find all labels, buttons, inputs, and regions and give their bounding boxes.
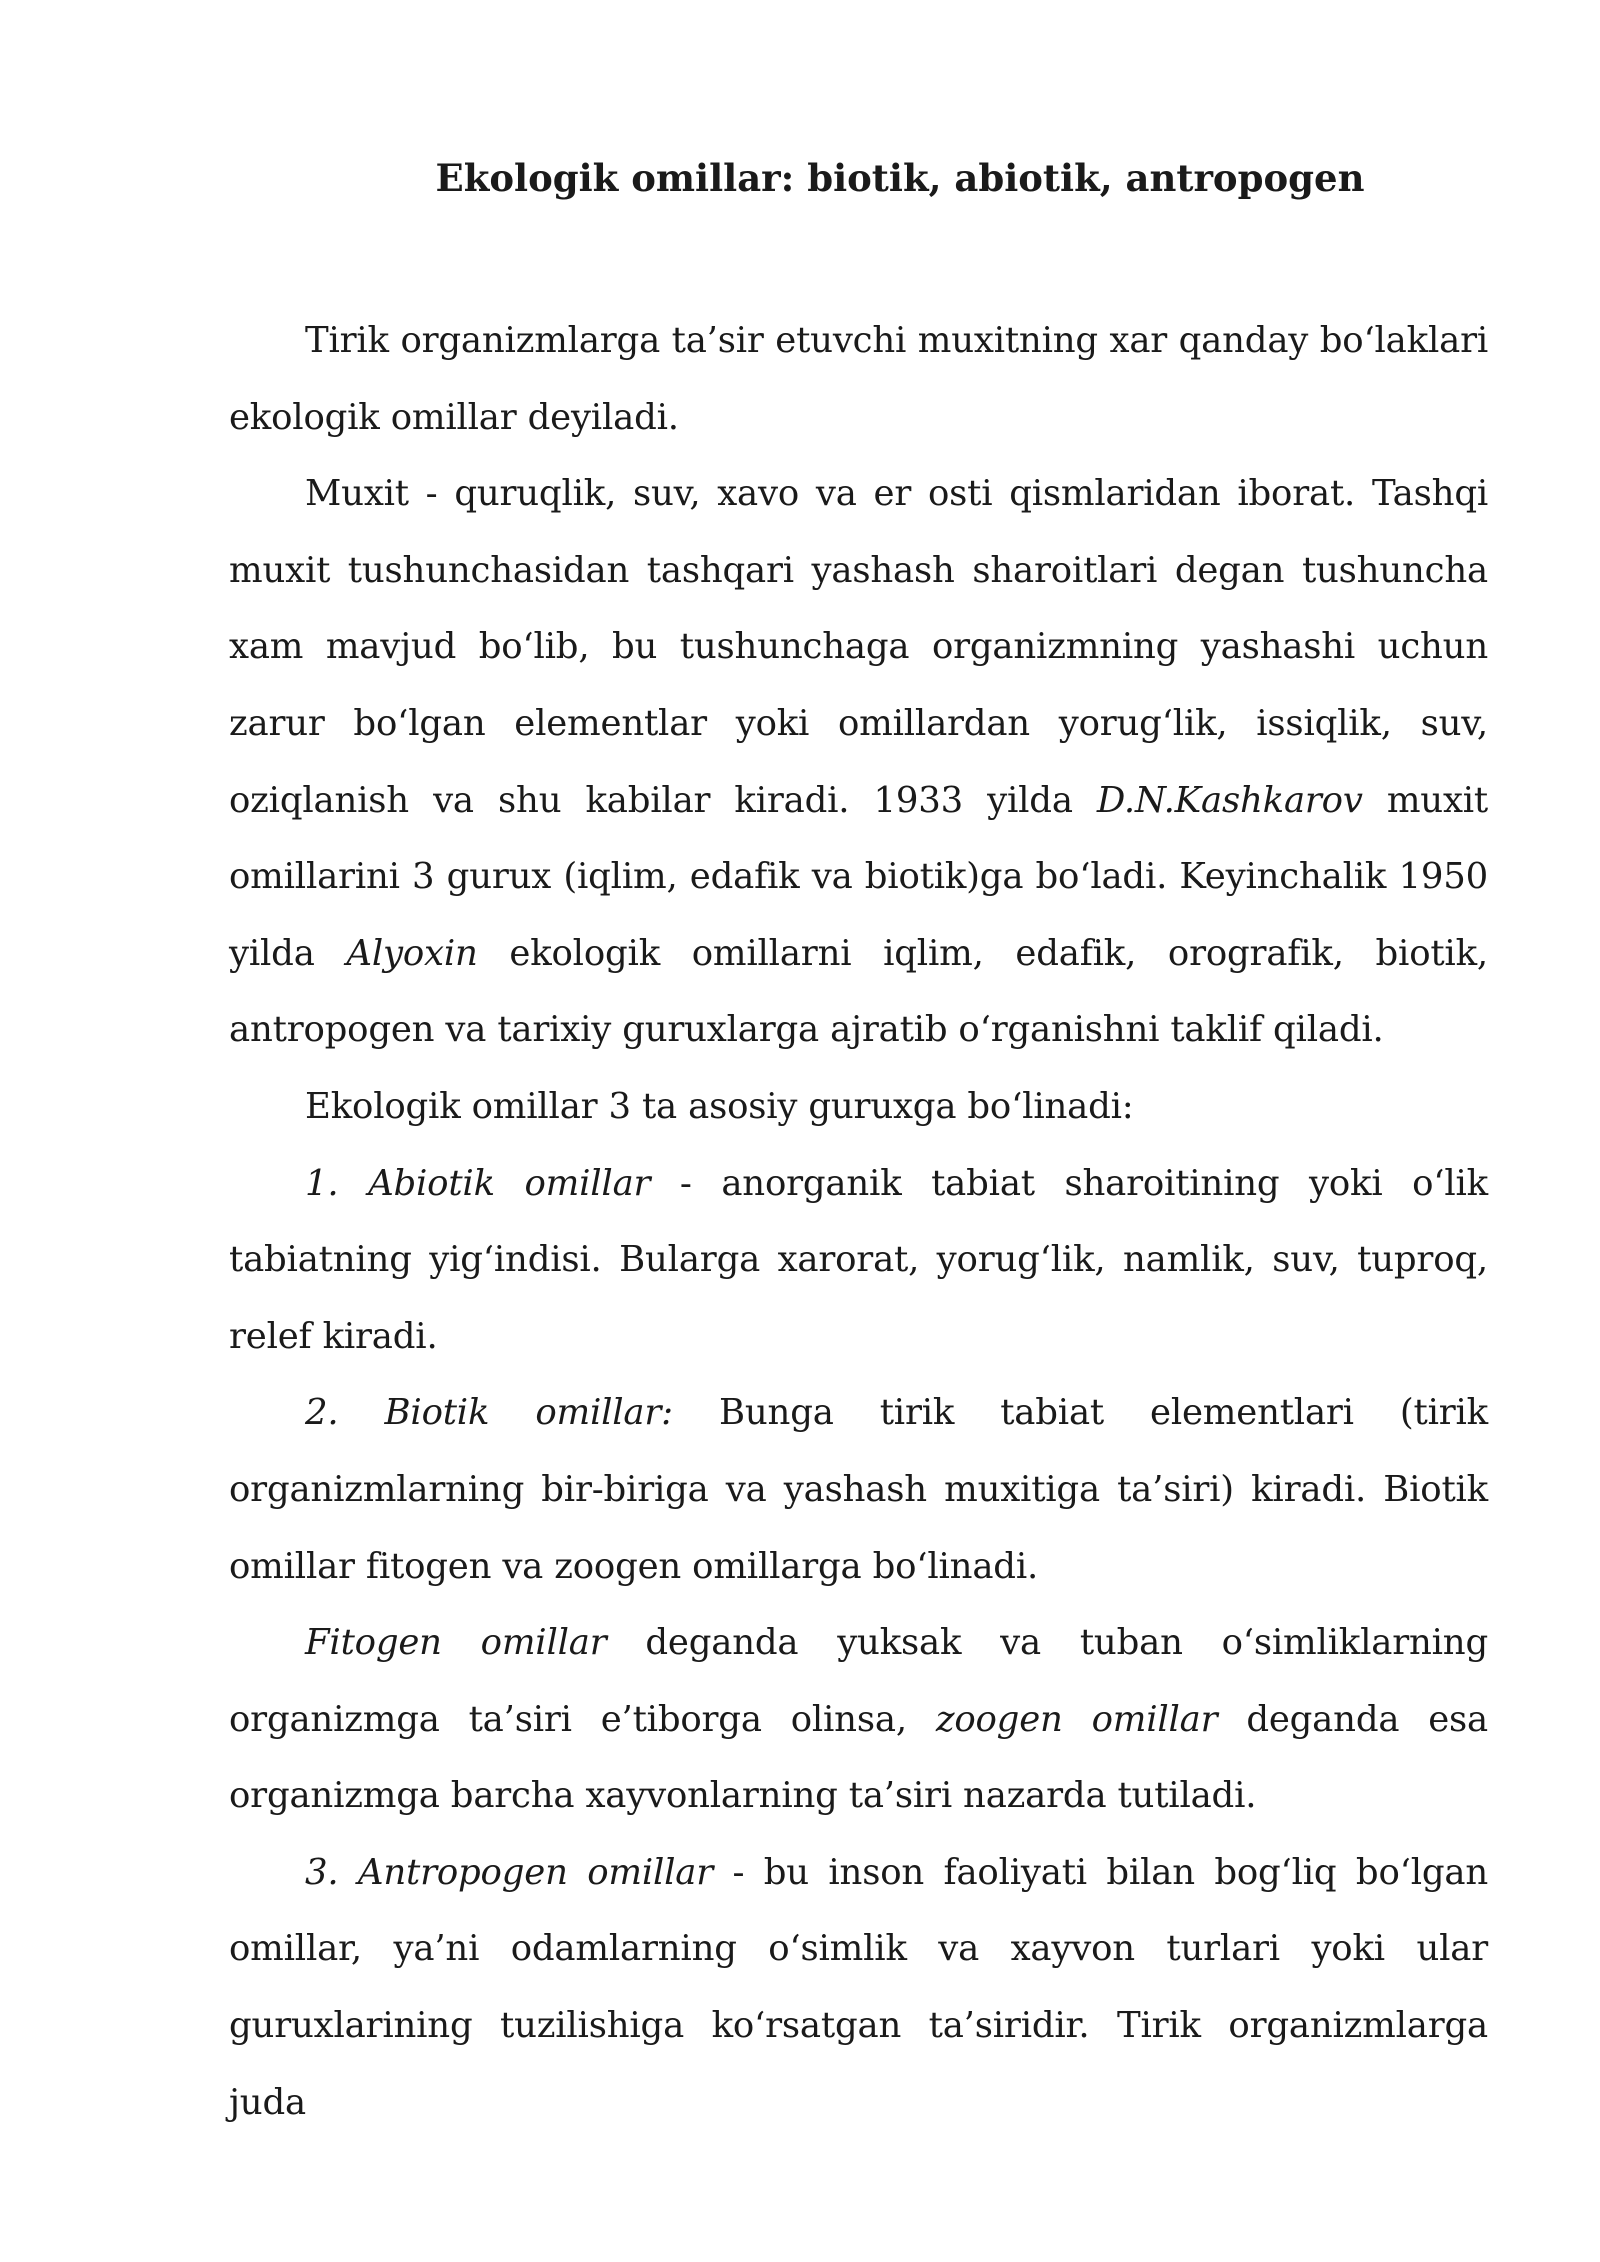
author-name-alyoxin: Alyoxin (346, 932, 478, 974)
paragraph-biotic (229, 1375, 1488, 1605)
author-name-kashkarov: D.N.Kashkarov (1096, 779, 1363, 821)
term-anthropogenic: 3. Antropogen omillar (305, 1851, 714, 1893)
paragraph-groups-intro (229, 1069, 1488, 1146)
paragraph-fitogen-zoogen (229, 1605, 1488, 1835)
term-biotic: 2. Biotik omillar: (305, 1392, 673, 1434)
term-fitogen: Fitogen omillar (305, 1622, 607, 1664)
term-abiotic: 1. Abiotik omillar (305, 1162, 651, 1204)
paragraph-text: - bu inson faoliyati bilan bog‘liq bo‘lgan omillar, ya’ni odamlarning o‘simlik va xayvon turlari yoki ular guruxlarining tuzilishiga ko‘rsatgan ta’siridir. Tirik organizmlarga juda (229, 1851, 1489, 2123)
term-zoogen: zoogen omillar (935, 1698, 1218, 1740)
paragraph-anthropogenic (229, 1835, 1488, 2141)
document-body (229, 303, 1488, 2141)
paragraph-text: deganda yuksak va tuban o‘simliklarning organizmga ta’siri e’tiborga olinsa, (229, 1622, 1488, 1740)
paragraph-text: muxit omillarini 3 gurux (iqlim, edafik va biotik)ga bo‘ladi. Keyinchalik 1950 yilda (229, 779, 1488, 974)
paragraph-text: Bunga tirik tabiat elementlari (tirik organizmlarning bir-biriga va yashash muxitiga ta’siri) kiradi. Biotik omillar fitogen va zoogen omillarga bo‘linadi. (229, 1392, 1488, 1587)
paragraph-text: Tirik organizmlarga ta’sir etuvchi muxitning xar qanday bo‘laklari ekologik omillar deyiladi. (229, 320, 1488, 438)
paragraph-text: - anorganik tabiat sharoitining yoki o‘lik tabiatning yig‘indisi. Bularga xarorat, yorug‘lik, namlik, suv, tuproq, relef kiradi. (229, 1162, 1488, 1357)
paragraph-text: Muxit - quruqlik, suv, xavo va er osti qismlaridan iborat. Tashqi muxit tushunchasidan tashqari yashash sharoitlari degan tushuncha xam mavjud bo‘lib, bu tushunchaga organizmning yashashi uchun zarur bo‘lgan elementlar yoki omillardan yorug‘lik, issiqlik, suv, oziqlanish va shu kabilar kiradi. 1933 yilda (229, 473, 1488, 821)
paragraph-environment (229, 456, 1488, 1069)
paragraph-abiotic (229, 1146, 1488, 1376)
paragraph-text: deganda esa organizmga barcha xayvonlarning ta’siri nazarda tutiladi. (229, 1698, 1489, 1817)
paragraph-text: ekologik omillarni iqlim, edafik, orografik, biotik, antropogen va tarixiy guruxlarga ajratib o‘rganishni taklif qiladi. (229, 932, 1488, 1051)
page-title: Ekologik omillar: biotik, abiotik, antropogen (435, 156, 1365, 200)
paragraph-definition (229, 303, 1488, 456)
paragraph-text: Ekologik omillar 3 ta asosiy guruxga bo‘linadi: (305, 1085, 1134, 1127)
